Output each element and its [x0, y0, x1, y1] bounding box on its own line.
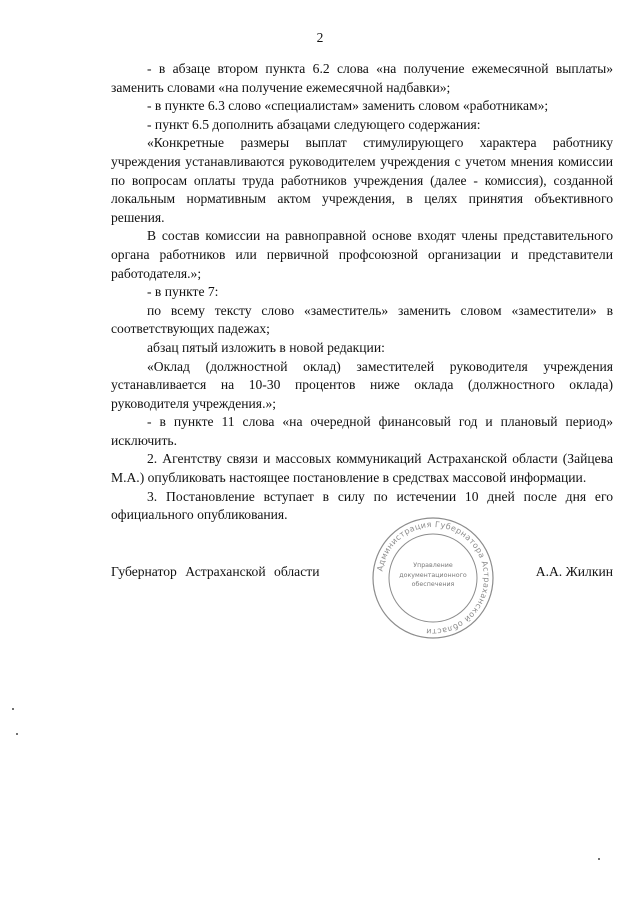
- scan-speck: [16, 733, 18, 735]
- paragraph-quote-salary: «Оклад (должностной оклад) заместителей руководителя учреждения устанавливается на 10-30 процентов ниже оклада (должностного оклада) руководителя учреждения.»;: [111, 358, 613, 411]
- paragraph-amend-6-2: - в абзаце втором пункта 6.2 слова «на получение ежемесячной выплаты» заменить словами «на получение ежемесячной надбавки»;: [111, 61, 613, 95]
- official-stamp: [370, 515, 496, 641]
- stamp-ring-text: Администрация Губернатора Астраханской области: [375, 519, 492, 637]
- paragraph-quote-commission: В состав комиссии на равноправной основе входят члены представительного органа работников или первичной профсоюзной организации и представители работодателя.»;: [111, 228, 613, 281]
- signature-block: [111, 564, 613, 586]
- scan-speck: [12, 708, 14, 710]
- stamp-inner-text: [393, 561, 473, 590]
- paragraph-effective: 3. Постановление вступает в силу по истечении 10 дней после дня его официального опубликования.: [111, 488, 613, 523]
- stamp-line-2: документационного: [399, 571, 467, 579]
- paragraph-amend-6-5: - пункт 6.5 дополнить абзацами следующего содержания:: [147, 116, 481, 132]
- page-number: 2: [316, 30, 324, 45]
- paragraph-replace-deputy: по всему тексту слово «заместитель» заменить словом «заместители» в соответствующих падежах;: [111, 302, 613, 337]
- signatory-name: А.А. Жилкин: [535, 564, 613, 579]
- paragraph-fifth-new-edition: абзац пятый изложить в новой редакции:: [147, 339, 385, 355]
- paragraph-quote-payments: «Конкретные размеры выплат стимулирующего характера работнику учреждения устанавливаются руководителем учреждения с учетом мнения комиссии по вопросам оплаты труда работников учреждения (далее - комиссия), созданной локальным нормативным актом учреждения, в целях принятия объективного решения.: [111, 135, 613, 225]
- paragraph-amend-11: - в пункте 11 слова «на очередной финансовый год и плановый период» исключить.: [111, 414, 613, 448]
- stamp-line-3: обеспечения: [411, 581, 455, 588]
- stamp-line-1: Управление: [413, 562, 453, 569]
- document-body: [111, 60, 613, 525]
- paragraph-amend-6-3: - в пункте 6.3 слово «специалистам» заменить словом «работникам»;: [147, 98, 549, 114]
- paragraph-amend-7: - в пункте 7:: [147, 284, 219, 300]
- scan-speck: [598, 858, 600, 860]
- signatory-title: Губернатор Астраханской области: [111, 564, 320, 579]
- paragraph-publish: 2. Агентству связи и массовых коммуникаций Астраханской области (Зайцева М.А.) опубликовать настоящее постановление в средствах массовой информации.: [111, 451, 613, 486]
